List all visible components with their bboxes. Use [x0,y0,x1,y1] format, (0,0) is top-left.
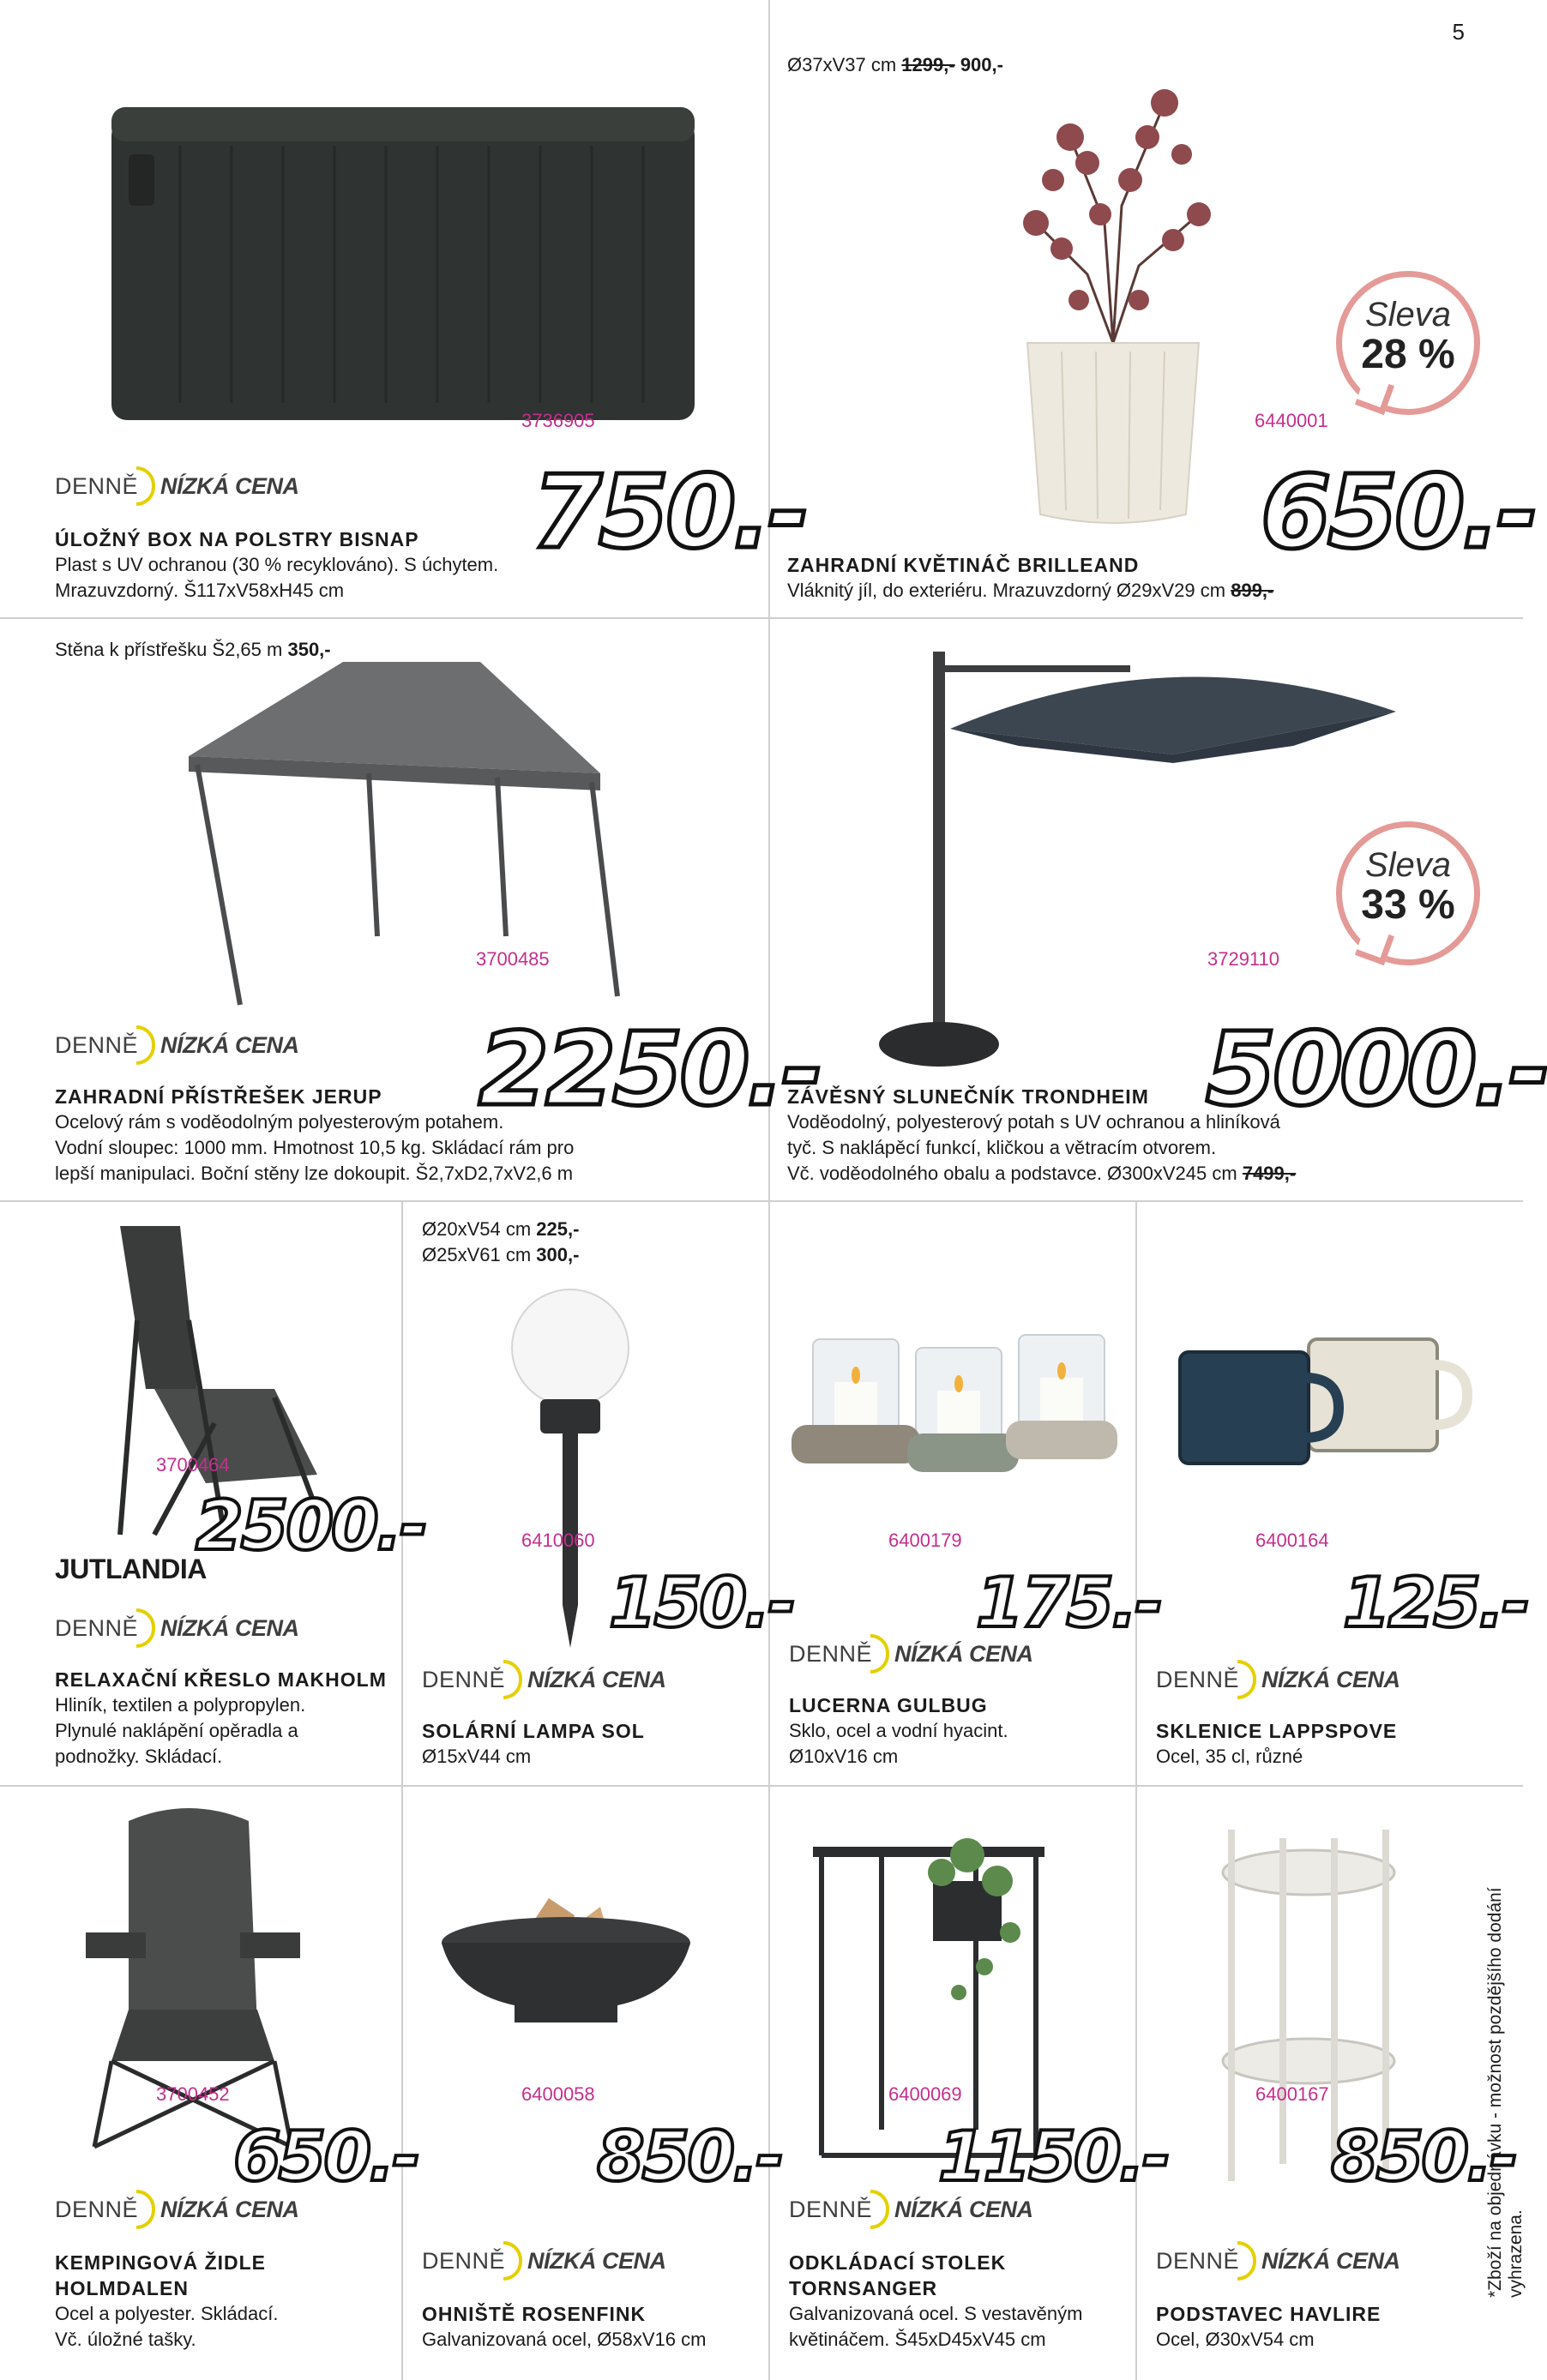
product-desc-line: lepší manipulaci. Boční stěny lze dokoupit. Š2,7xD2,7xV2,6 m [55,1163,574,1184]
variant-note: Ø25xV61 cm 300,- [422,1244,580,1265]
denne-nizka-cena-logo: DENNĚ NÍZKÁ CENA [422,2241,666,2281]
product-code: 3700464 [156,1454,230,1475]
product-desc-line: Ø10xV16 cm [789,1746,899,1767]
product-code: 6440001 [1255,410,1328,431]
fire-pit-image [437,1890,695,2027]
product-code: 6400164 [1255,1530,1329,1551]
product-desc-line: Ø15xV44 cm [422,1746,532,1767]
product-desc-line: Vč. úložné tašky. [55,2329,196,2350]
product-title: PODSTAVEC HAVLIRE [1156,2303,1381,2325]
product-desc-line: Sklo, ocel a vodní hyacint. [789,1720,1008,1741]
price: 125.- [1343,1563,1528,1643]
price: 150.- [609,1563,794,1643]
price: 2500.- [196,1486,426,1566]
product-card-jerup[interactable] [0,619,821,1200]
product-title: ODKLÁDACÍ STOLEK [789,2251,1007,2274]
product-title: ÚLOŽNÝ BOX NA POLSTRY BISNAP [55,528,419,550]
product-title: LUCERNA GULBUG [789,1694,988,1716]
denne-nizka-cena-logo: DENNĚ NÍZKÁ CENA [55,1025,299,1065]
product-card-bisnap[interactable] [0,0,807,617]
product-desc-line: Galvanizovaná ocel, Ø58xV16 cm [422,2329,707,2350]
product-code: 6400179 [888,1530,962,1551]
product-code: 3736905 [521,410,595,431]
product-title: KEMPINGOVÁ ŽIDLE [55,2251,267,2274]
product-code: 6400167 [1255,2083,1329,2105]
price: 750.- [532,453,807,571]
product-card-holmdalen[interactable] [0,1787,418,2380]
product-desc-line: Ocel, 35 cl, různé [1156,1746,1303,1767]
storage-box-image [103,103,703,437]
product-desc-line: Plast s UV ochranou (30 % recyklováno). S úchytem. [55,554,499,575]
page-number: 5 [1452,19,1465,45]
product-desc-line: Ocel, Ø30xV54 cm [1156,2329,1315,2350]
side-note: *Zboží na objednávku - možnost pozdějšího dodání vyhrazena. [1485,1887,1526,2298]
variant-note: Stěna k přístřešku Š2,65 m 350,- [55,639,331,660]
product-desc-line: Galvanizovaná ocel. S vestavěným [789,2303,1083,2324]
denne-nizka-cena-logo: DENNĚ NÍZKÁ CENA [55,1608,299,1648]
product-title: HOLMDALEN [55,2277,189,2299]
planter-image [1002,51,1225,532]
variant-note: Ø20xV54 cm 225,- [422,1218,580,1240]
product-card-lappspove[interactable] [1137,1202,1528,1785]
product-title: SKLENICE LAPPSPOVE [1156,1720,1398,1742]
product-desc-line: tyč. S naklápěcí funkcí, kličkou a větracím otvorem. [787,1137,1217,1158]
product-card-gulbug[interactable] [770,1202,1161,1785]
product-desc-line: Plynulé naklápění opěradla a [55,1720,298,1741]
product-desc-line: Vláknitý jíl, do exteriéru. Mrazuvzdorný Ø29xV29 cm 899,- [787,580,1274,601]
denne-nizka-cena-logo: DENNĚ NÍZKÁ CENA [789,2190,1033,2229]
product-title: OHNIŠTĚ ROSENFINK [422,2303,647,2325]
gazebo-image [172,653,652,1013]
product-card-rosenfink[interactable] [403,1787,782,2380]
price: 650.- [1261,453,1536,571]
denne-nizka-cena-logo: DENNĚ NÍZKÁ CENA [1156,2241,1400,2281]
product-card-sol[interactable] [403,1202,794,1785]
product-title: ZAHRADNÍ PŘÍSTŘEŠEK JERUP [55,1085,382,1108]
price: 175.- [976,1563,1161,1643]
product-desc-line: Voděodolný, polyesterový potah s UV ochranou a hliníková [787,1111,1280,1133]
product-desc-line: Mrazuvzdorný. Š117xV58xH45 cm [55,580,345,601]
product-desc-line: Vodní sloupec: 1000 mm. Hmotnost 10,5 kg. Skládací rám pro [55,1137,575,1158]
product-code: 6410060 [521,1530,595,1551]
product-card-tornsanger[interactable] [770,1787,1169,2380]
product-code: 3729110 [1207,948,1280,970]
mugs-image [1171,1331,1472,1468]
denne-nizka-cena-logo: DENNĚ NÍZKÁ CENA [55,2190,299,2229]
denne-nizka-cena-logo: DENNĚ NÍZKÁ CENA [422,1660,666,1699]
price: 850.- [1331,2117,1516,2197]
product-title: ZAHRADNÍ KVĚTINÁČ BRILLEAND [787,554,1140,576]
discount-badge: Sleva 33 % [1336,821,1480,965]
product-title: RELAXAČNÍ KŘESLO MAKHOLM [55,1668,387,1691]
price: 5000.- [1206,1010,1547,1128]
product-code: 3700485 [476,948,550,970]
price: 1150.- [938,2117,1169,2197]
lanterns-image [787,1331,1122,1476]
product-card-makholm[interactable] [0,1202,426,1785]
denne-nizka-cena-logo: DENNĚ NÍZKÁ CENA [1156,1660,1400,1699]
product-desc-line: Ocel a polyester. Skládací. [55,2303,279,2324]
product-card-brilleand[interactable] [770,0,1536,617]
product-title: SOLÁRNÍ LAMPA SOL [422,1720,645,1742]
product-code: 6400069 [888,2083,962,2105]
discount-badge: Sleva 28 % [1336,271,1480,415]
side-table-image [804,1821,1062,2164]
price: 2250.- [479,1010,821,1128]
product-title: ZÁVĚSNÝ SLUNEČNÍK TRONDHEIM [787,1085,1149,1108]
price: 850.- [597,2117,782,2197]
product-code: 3700452 [156,2083,230,2105]
denne-nizka-cena-logo: DENNĚ NÍZKÁ CENA [55,466,299,506]
product-desc-line: Hliník, textilen a polypropylen. [55,1694,306,1716]
product-desc-line: Vč. voděodolného obalu a podstavce. Ø300xV245 cm 7499,- [787,1163,1297,1184]
product-card-trondheim[interactable] [770,619,1547,1200]
denne-nizka-cena-logo: DENNĚ NÍZKÁ CENA [789,1634,1033,1674]
product-code: 6400058 [521,2083,595,2105]
jutlandia-brand-logo: JUTLANDIA [55,1554,207,1584]
product-desc-line: Ocelový rám s voděodolným polyesterovým potahem. [55,1111,504,1133]
product-desc-line: podnožky. Skládací. [55,1746,223,1767]
variant-note: Ø37xV37 cm 1299,- 900,- [787,54,1003,75]
product-title: TORNSANGER [789,2277,938,2299]
price: 650.- [233,2117,418,2197]
product-desc-line: květináčem. Š45xD45xV45 cm [789,2329,1046,2350]
